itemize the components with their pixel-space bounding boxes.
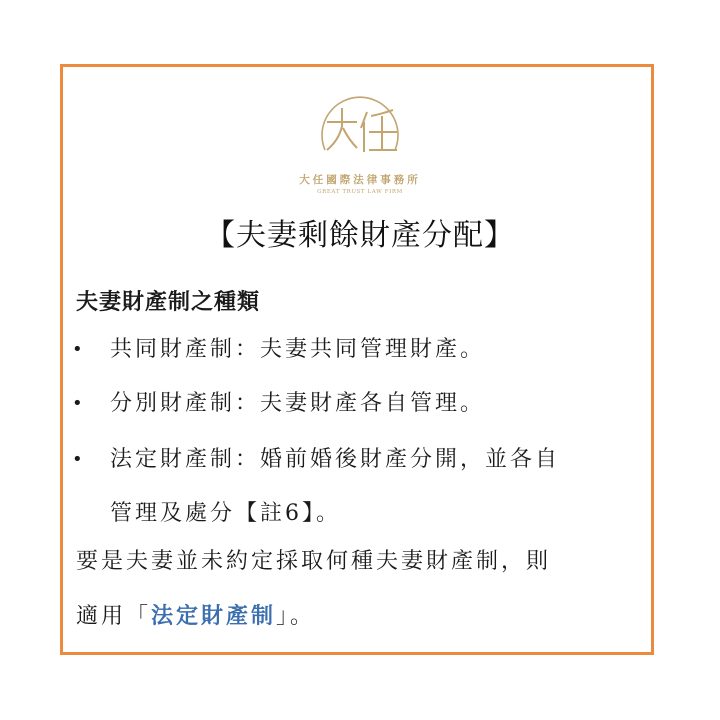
firm-name-chinese: 大任國際法律事務所 — [299, 174, 421, 186]
logo-mark-icon — [305, 88, 415, 168]
list-item-text: 共同財產制：夫妻共同管理財產。 — [110, 337, 486, 362]
paragraph-line — [76, 599, 315, 630]
list-item-text: 法定財產制：婚前婚後財產分開，並各自 — [110, 447, 561, 472]
bullet-icon: • — [72, 393, 86, 414]
paragraph-prefix: 適用「 — [76, 604, 152, 629]
bullet-icon: • — [72, 339, 86, 360]
firm-name-english: GREAT TRUST LAW FIRM — [317, 189, 403, 195]
firm-logo — [0, 88, 720, 195]
paragraph-suffix: 」。 — [276, 604, 316, 629]
paragraph-line: 要是夫妻並未約定採取何種夫妻財產制，則 — [76, 549, 552, 574]
list-item-text-continued: 管理及處分【註6】。 — [110, 501, 341, 526]
bullet-icon: • — [72, 449, 86, 470]
highlighted-term: 法定財產制 — [151, 603, 277, 629]
section-heading: 夫妻財產制之種類 — [76, 289, 261, 315]
list-item-text: 分別財產制：夫妻財產各自管理。 — [110, 391, 486, 416]
page-title: 【夫妻剩餘財產分配】 — [205, 218, 515, 253]
